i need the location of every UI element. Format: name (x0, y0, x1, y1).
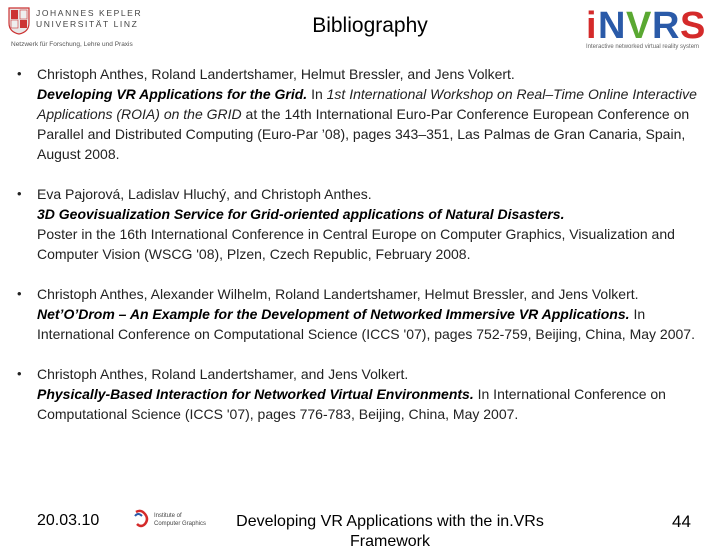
svg-text:Computer Graphics: Computer Graphics (154, 521, 207, 527)
bullet-icon: • (17, 66, 22, 81)
reference-authors: Christoph Anthes, Alexander Wilhelm, Roland Landertshamer, Helmut Bressler, and Jens Volkert. (37, 286, 639, 302)
reference-title: 3D Geovisualization Service for Grid-oriented applications of Natural Disasters. (37, 206, 565, 222)
jku-logo-subtitle: Netzwerk für Forschung, Lehre und Praxis (11, 41, 133, 48)
bibliography-list (14, 64, 704, 424)
footer-title: Developing VR Applications with the in.VRs Framework (236, 513, 544, 550)
list-item (14, 364, 704, 424)
svg-text:S: S (680, 5, 706, 43)
slide-title: Bibliography (312, 14, 428, 37)
reference-authors: Eva Pajorová, Ladislav Hluchý, and Christoph Anthes. (37, 186, 372, 202)
bullet-icon: • (17, 366, 22, 381)
invrs-logo (584, 3, 712, 53)
invrs-logo-graphic (584, 3, 712, 43)
svg-text:N: N (598, 5, 626, 43)
reference-title: Physically-Based Interaction for Networked Virtual Environments. (37, 386, 474, 402)
reference-title: Net’O’Drom – An Example for the Development of Networked Immersive VR Applications. (37, 306, 630, 322)
icg-logo (132, 508, 216, 530)
reference-rest: In International Conference on Computational Science (ICCS '07), pages 752-759, Beijing, China, May 2007. (37, 306, 695, 342)
list-item (14, 284, 704, 344)
reference-rest: In International Conference on Computational Science (ICCS '07), pages 776-783, Beijing, China, May 2007. (37, 386, 666, 422)
reference-rest-pre: In (311, 86, 327, 102)
reference-authors: Christoph Anthes, Roland Landertshamer, Helmut Bressler, and Jens Volkert. (37, 66, 515, 82)
reference-title: Developing VR Applications for the Grid. (37, 86, 308, 102)
svg-text:V: V (626, 5, 652, 43)
list-item (14, 184, 704, 264)
bullet-icon: • (17, 186, 22, 201)
page-number: 44 (672, 512, 691, 531)
reference-rest: at the 14th International Euro-Par Conference European Conference on Parallel and Distributed Computing (Euro-Par ’08), pages 343–351, Las Palmas de Gran Canaria, Spain, August 2008. (37, 106, 690, 162)
reference-authors: Christoph Anthes, Roland Landertshamer, and Jens Volkert. (37, 366, 409, 382)
list-item (14, 64, 704, 164)
reference-venue: 1st International Workshop on Real–Time Online Interactive Applications (ROIA) on the GRID (37, 86, 697, 122)
invrs-tagline: Interactive networked virtual reality system (586, 44, 700, 50)
svg-text:i: i (586, 5, 597, 43)
jku-logo-text: JOHANNES KEPLER UNIVERSITÄT LINZ (36, 8, 143, 29)
icg-logo-icon (132, 508, 216, 530)
svg-text:Institute of: Institute of (154, 513, 182, 519)
bullet-icon: • (17, 286, 22, 301)
footer-date: 20.03.10 (37, 512, 100, 529)
reference-rest: Poster in the 16th International Conference in Central Europe on Computer Graphics, Visualization and Computer Vision (WSCG '08), Plzen, Czech Republic, February 2008. (37, 226, 675, 262)
svg-text:R: R (652, 5, 680, 43)
